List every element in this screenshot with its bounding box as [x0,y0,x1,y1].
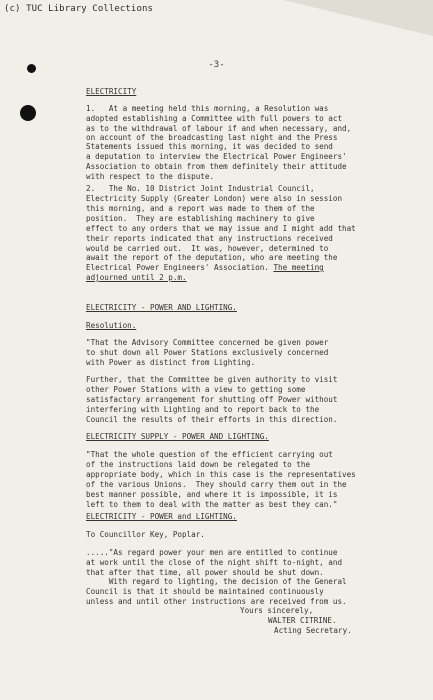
para-6-line: unless and until other instructions are received from us. [86,597,347,606]
copyright-watermark: (c) TUC Library Collections [4,4,153,14]
para-2-line: 2. The No. 10 District Joint Industrial Council, [86,184,315,193]
para-1-line: on account of the broadcasting last night and the Press [86,133,338,142]
para-5-line: best manner possible, and where it is impossible, it is [86,490,338,499]
meeting-adjourned-note: adjourned until 2 p.m. [86,273,187,282]
para-1-line: 1. At a meeting held this morning, a Resolution was [86,104,329,113]
page-fold-shading [283,0,433,36]
para-2-line-text: Electrical Power Engineers' Association. [86,263,269,272]
heading-supply-power-lighting: ELECTRICITY SUPPLY - POWER AND LIGHTING. [86,432,269,441]
heading-electricity: ELECTRICITY [86,87,137,96]
para-5-line: left to them to deal with the matter as best they can." [86,500,338,509]
para-4-line: interfering with Lighting and to report back to the [86,405,320,414]
para-3-line: with Power as distinct from Lighting. [86,358,256,367]
para-6-line: ....."As regard power your men are entitled to continue [86,548,338,557]
para-6-line: at work until the close of the night shift to-night, and [86,558,343,567]
heading-power-lighting: ELECTRICITY - POWER AND LIGHTING. [86,303,237,312]
para-6-line: Council is that it should be maintained continuously [86,587,324,596]
para-2-line: position. They are establishing machinery to give [86,214,315,223]
para-2-line: this morning, and a report was made to them of the [86,204,315,213]
para-5-line: of the instructions laid down be relegated to the [86,460,311,469]
para-1-line: as to the withdrawal of labour if and when necessary, and, [86,124,352,133]
signatory-name: WALTER CITRINE. [268,616,337,625]
para-1-line: Statements issued this morning, it was decided to send [86,142,333,151]
para-6-line: that after that time, all power should be shut down. [86,568,324,577]
para-2-line: await the report of the deputation, who are meeting the [86,253,338,262]
heading-power-and-lighting: ELECTRICITY - POWER and LIGHTING. [86,512,237,521]
meeting-note-a: The meeting [273,263,324,272]
closing-salutation: Yours sincerely, [240,606,314,615]
para-2-line: Electricity Supply (Greater London) were also in session [86,194,343,203]
para-4-line: Council the results of their efforts in this direction. [86,415,338,424]
para-2-line: their reports indicated that any instructions received [86,234,333,243]
para-1-line: adopted establishing a Committee with full powers to act [86,114,343,123]
para-1-line: a deputation to interview the Electrical Power Engineers' [86,152,347,161]
para-2-line: effect to any orders that we may issue and I might add that [86,224,356,233]
para-3-line: to shut down all Power Stations exclusively concerned [86,348,329,357]
para-2-line: would be carried out. It was, however, determined to [86,244,329,253]
addressee: To Councillor Key, Poplar. [86,530,205,539]
punch-hole-large [20,105,36,121]
para-5-line: appropriate body, which in this case is the representatives [86,470,356,479]
page-number: -3- [208,60,225,70]
resolution-label: Resolution. [86,321,137,330]
signatory-title: Acting Secretary. [274,626,352,635]
para-5-line: of the various Unions. They should carry them out in the [86,480,347,489]
para-4-line: Further, that the Committee be given authority to visit [86,375,338,384]
para-2-line [86,263,406,273]
para-4-line: satisfactory arrangement for shutting off Power without [86,395,338,404]
para-4-line: other Power Stations with a view to getting some [86,385,306,394]
para-6-line: With regard to lighting, the decision of the General [86,577,347,586]
para-5-line: "That the whole question of the efficient carrying out [86,450,333,459]
para-1-line: Association to obtain from them definitely their attitude [86,162,347,171]
para-3-line: "That the Advisory Committee concerned be given power [86,338,329,347]
para-1-line: with respect to the dispute. [86,172,215,181]
